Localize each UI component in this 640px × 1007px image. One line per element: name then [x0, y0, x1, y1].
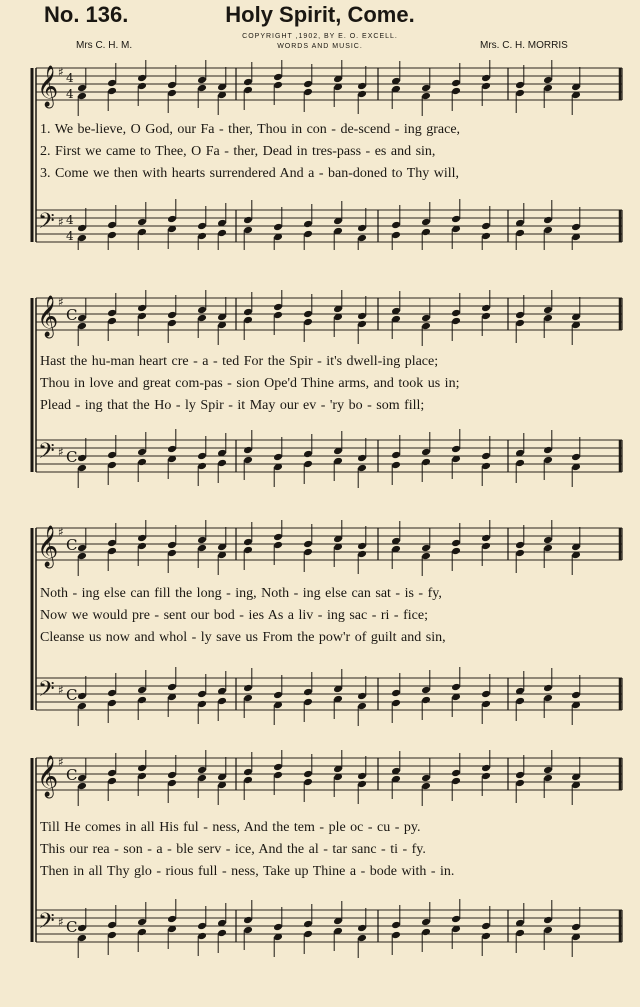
key-signature-sharp: ♯: [58, 445, 64, 459]
bass-clef: 𝄢: [38, 439, 55, 469]
music-system: [0, 290, 640, 500]
lyric-line: Till He comes in all His ful - ness, And the tem - ple oc - cu - py.: [40, 820, 421, 835]
composer-credit: Mrs. C. H. MORRIS: [480, 40, 568, 51]
lyric-line: Plead - ing that the Ho - ly Spir - it May our ev - 'ry bo - som fill;: [40, 398, 425, 413]
hymn-header: [0, 0, 640, 60]
bass-clef: 𝄢: [38, 677, 55, 707]
treble-clef: 𝄞: [37, 756, 59, 797]
lyric-line: 1. We be-lieve, O God, our Fa - ther, Thou in con - de-scend - ing grace,: [40, 122, 461, 137]
key-signature-sharp: ♯: [58, 215, 64, 229]
lyric-line: 2. First we came to Thee, O Fa - ther, Dead in tres-pass - es and sin,: [40, 144, 436, 159]
time-signature: 4: [66, 71, 74, 85]
hymn-number: No. 136.: [44, 2, 129, 27]
common-time: C: [66, 448, 78, 466]
lyric-line: Cleanse us now and whol - ly save us From the pow'r of guilt and sin,: [40, 630, 446, 645]
lyric-line: Then in all Thy glo - rious full - ness, Take up Thine a - bode with - in.: [40, 864, 455, 879]
common-time: C: [66, 686, 78, 704]
score-svg: [0, 290, 640, 500]
treble-clef: 𝄞: [37, 66, 59, 107]
key-signature-sharp: ♯: [58, 525, 64, 539]
treble-clef: 𝄞: [37, 526, 59, 567]
words-and-music-line: WORDS AND MUSIC.: [277, 43, 363, 50]
time-signature: 4: [66, 213, 74, 227]
copyright-line: COPYRIGHT ,1902, BY E. O. EXCELL.: [242, 33, 398, 40]
lyric-line: Thou in love and great com-pas - sion Ope'd Thine arms, and took us in;: [40, 376, 460, 391]
time-signature: 4: [66, 87, 74, 101]
key-signature-sharp: ♯: [58, 683, 64, 697]
hymn-title: Holy Spirit, Come.: [225, 2, 415, 27]
key-signature-sharp: ♯: [58, 755, 64, 769]
lyric-line: Hast the hu-man heart cre - a - ted For the Spir - it's dwell-ing place;: [40, 354, 439, 369]
treble-clef: 𝄞: [37, 296, 59, 337]
lyric-line: Noth - ing else can fill the long - ing, Noth - ing else can sat - is - fy,: [40, 586, 442, 601]
music-system: [0, 520, 640, 730]
bass-clef: 𝄢: [38, 909, 55, 939]
time-signature: 4: [66, 229, 74, 243]
music-system: [0, 60, 640, 250]
lyric-line: 3. Come we then with hearts surrendered And a - ban-doned to Thy will,: [40, 166, 460, 181]
score-svg: [0, 520, 640, 730]
key-signature-sharp: ♯: [58, 65, 64, 79]
lyric-line: This our rea - son - a - ble serv - ice, And the al - tar sanc - ti - fy.: [40, 842, 426, 857]
common-time: C: [66, 306, 78, 324]
music-system: [0, 750, 640, 1007]
common-time: C: [66, 918, 78, 936]
common-time: C: [66, 536, 78, 554]
common-time: C: [66, 766, 78, 784]
key-signature-sharp: ♯: [58, 295, 64, 309]
bass-clef: 𝄢: [38, 209, 55, 239]
lyricist-credit: Mrs C. H. M.: [76, 40, 133, 51]
lyric-line: Now we would pre - sent our bod - ies As a liv - ing sac - ri - fice;: [40, 608, 428, 623]
key-signature-sharp: ♯: [58, 915, 64, 929]
